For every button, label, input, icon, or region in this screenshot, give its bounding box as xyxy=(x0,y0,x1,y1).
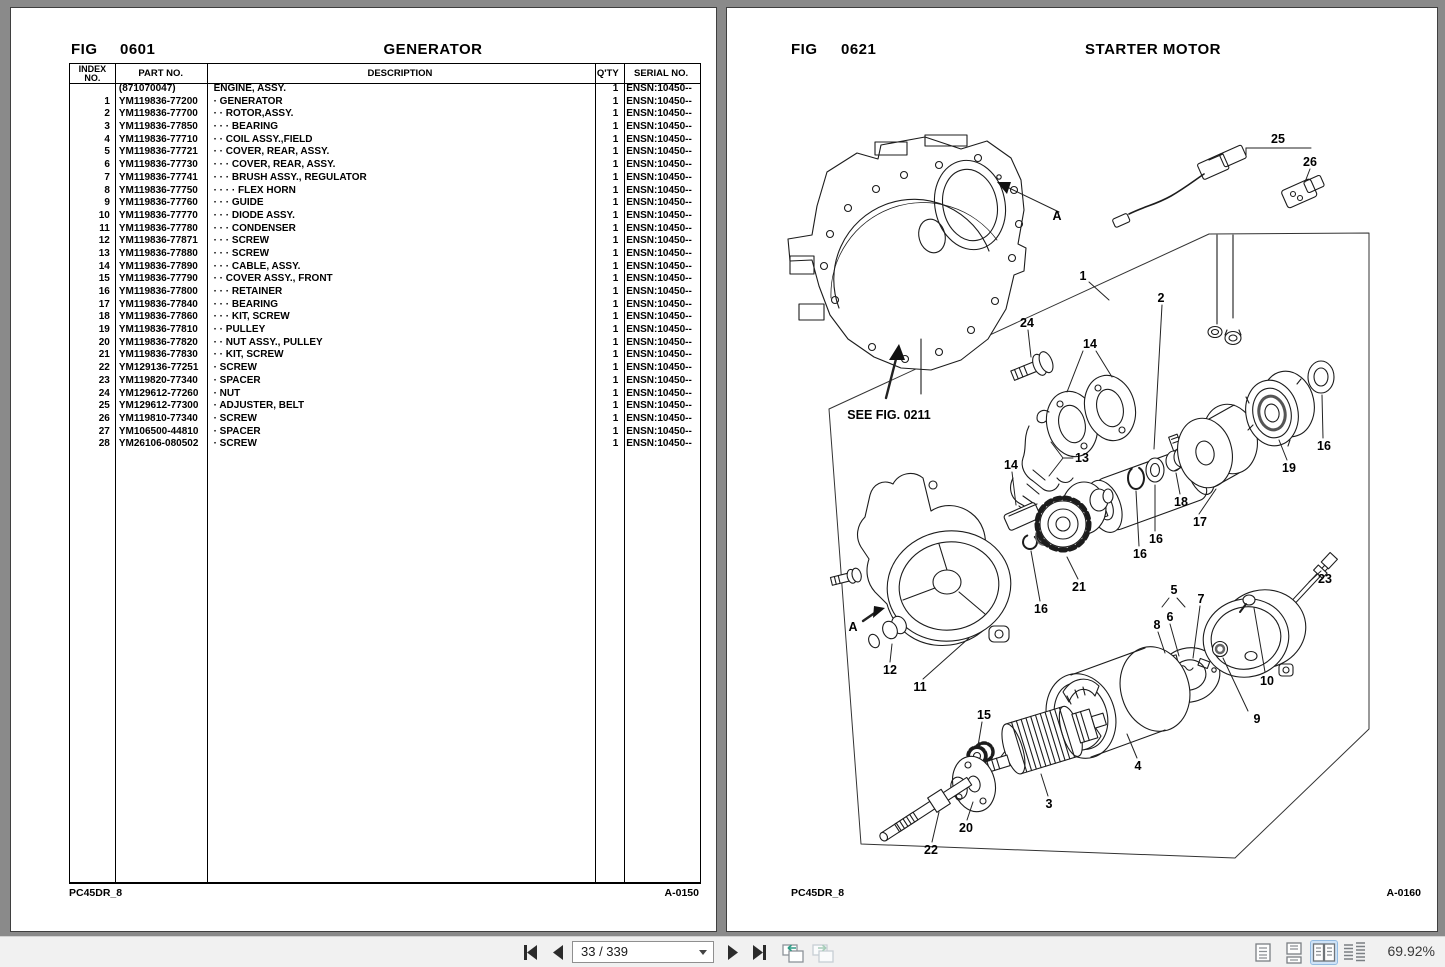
table-cell: 1 xyxy=(612,349,619,361)
table-cell: 15 xyxy=(98,273,110,285)
table-cell: · · NUT ASSY., PULLEY xyxy=(213,336,323,348)
page-title: STARTER MOTOR xyxy=(1085,41,1221,58)
table-cell: ENSN:10450-- xyxy=(626,374,692,386)
table-cell: YM119836-77770 xyxy=(118,209,198,221)
table-cell: ENSN:10450-- xyxy=(626,324,692,336)
table-cell: YM119836-77840 xyxy=(118,298,198,310)
diagram-callout-label: A xyxy=(848,620,858,634)
two-page-view-button[interactable] xyxy=(1311,941,1337,964)
table-cell: YM119836-77830 xyxy=(118,349,198,361)
table-cell: ENSN:10450-- xyxy=(626,83,692,94)
table-cell: YM119836-77780 xyxy=(118,222,198,234)
table-cell: · · · BRUSH ASSY., REGULATOR xyxy=(213,171,367,183)
table-cell: 1 xyxy=(612,336,619,348)
diagram-callout-label: 22 xyxy=(924,843,938,857)
exploded-diagram xyxy=(727,8,1439,933)
table-cell: YM106500-44810 xyxy=(118,425,199,437)
table-cell: ENSN:10450-- xyxy=(626,387,692,399)
table-cell: YM119820-77340 xyxy=(118,374,198,386)
table-cell: ENSN:10450-- xyxy=(626,247,692,259)
table-cell: YM26106-080502 xyxy=(118,438,199,450)
table-cell: 25 xyxy=(98,400,110,412)
table-body xyxy=(70,83,700,451)
table-row xyxy=(70,438,700,451)
table-cell: 1 xyxy=(612,387,619,399)
table-cell: 1 xyxy=(612,412,619,424)
table-cell: 1 xyxy=(612,197,619,209)
table-cell: · · · CONDENSER xyxy=(213,222,296,234)
table-row xyxy=(70,375,700,388)
table-cell: · · · GUIDE xyxy=(213,197,264,209)
diagram-callout-label: 24 xyxy=(1020,316,1034,330)
table-cell: 6 xyxy=(104,159,110,171)
next-page-button[interactable] xyxy=(722,942,744,963)
table-row xyxy=(70,223,700,236)
table-cell: · · COVER ASSY., FRONT xyxy=(213,273,333,285)
diagram-callout-label: 6 xyxy=(1166,610,1174,624)
table-row xyxy=(70,210,700,223)
table-cell: 7 xyxy=(104,171,110,183)
table-row xyxy=(70,413,700,426)
table-cell: · · · SCREW xyxy=(213,235,270,247)
table-cell: 28 xyxy=(98,438,110,450)
table-cell: 1 xyxy=(612,260,619,272)
table-row xyxy=(70,83,700,96)
table-cell: 1 xyxy=(104,95,110,107)
table-cell: 16 xyxy=(98,286,110,297)
diagram-callout-label: 7 xyxy=(1197,592,1205,606)
table-cell: 1 xyxy=(612,247,619,259)
previous-view-button[interactable] xyxy=(780,942,806,963)
table-cell: 12 xyxy=(98,235,110,247)
table-row xyxy=(70,197,700,210)
table-row xyxy=(70,248,700,261)
header-serial-no: SERIAL NO. xyxy=(634,68,689,79)
table-cell: YM119836-77810 xyxy=(118,324,198,336)
diagram-callout-label: 16 xyxy=(1149,532,1163,546)
diagram-callout-label: 5 xyxy=(1170,583,1178,597)
diagram-callout-label: 2 xyxy=(1157,291,1165,305)
footer-page-code: A-0160 xyxy=(1386,887,1421,899)
table-cell: ENSN:10450-- xyxy=(626,121,692,133)
table-cell: 1 xyxy=(612,235,619,247)
table-cell: 1 xyxy=(612,83,619,94)
table-cell: ENSN:10450-- xyxy=(626,260,692,272)
table-cell: ENSN:10450-- xyxy=(626,235,692,247)
header-qty: Q'TY xyxy=(596,68,619,79)
chevron-down-icon[interactable] xyxy=(699,950,707,955)
table-cell: · · · DIODE ASSY. xyxy=(213,209,295,221)
viewer-toolbar xyxy=(0,936,1445,967)
last-page-button[interactable] xyxy=(748,942,770,963)
table-cell: ENSN:10450-- xyxy=(626,412,692,424)
table-cell: 4 xyxy=(104,133,110,145)
table-cell: · SCREW xyxy=(213,438,257,450)
table-cell: ENSN:10450-- xyxy=(626,311,692,323)
table-cell: YM119836-77750 xyxy=(118,184,198,196)
diagram-callout-label: 1 xyxy=(1079,269,1087,283)
table-cell: ENSN:10450-- xyxy=(626,209,692,221)
table-row xyxy=(70,426,700,439)
table-cell: YM119836-77721 xyxy=(118,146,198,158)
flywheel-housing-art xyxy=(788,135,1026,394)
table-cell: ENSN:10450-- xyxy=(626,108,692,120)
table-cell: 9 xyxy=(104,197,110,209)
table-cell: YM119836-77790 xyxy=(118,273,198,285)
diagram-callout-label: 11 xyxy=(913,680,927,694)
table-cell: · ADJUSTER, BELT xyxy=(213,400,305,412)
diagram-callout-label: 13 xyxy=(1075,451,1089,465)
table-cell: 13 xyxy=(98,247,110,259)
table-cell: 2 xyxy=(104,108,110,120)
table-cell: · SCREW xyxy=(213,362,257,374)
table-cell: YM119836-77200 xyxy=(118,95,198,107)
table-cell: 1 xyxy=(612,146,619,158)
footer-model-code: PC45DR_8 xyxy=(791,887,845,899)
table-cell: 1 xyxy=(612,425,619,437)
diagram-callout-label: 15 xyxy=(977,708,991,722)
document-page-left xyxy=(10,7,717,932)
table-row xyxy=(70,349,700,362)
table-cell: · · · SCREW xyxy=(213,247,270,259)
table-cell: 1 xyxy=(612,298,619,310)
table-cell: ENSN:10450-- xyxy=(626,222,692,234)
table-cell: ENSN:10450-- xyxy=(626,298,692,310)
next-view-button[interactable] xyxy=(810,942,836,963)
table-row xyxy=(70,337,700,350)
diagram-callout-label: 19 xyxy=(1282,461,1296,475)
table-cell: YM119836-77820 xyxy=(118,336,198,348)
table-row xyxy=(70,108,700,121)
table-cell: · · · BEARING xyxy=(213,298,279,310)
table-cell: YM119836-77700 xyxy=(118,108,198,120)
table-cell: · · PULLEY xyxy=(213,324,266,336)
table-cell: · · COVER, REAR, ASSY. xyxy=(213,146,330,158)
table-cell: 10 xyxy=(98,209,110,221)
diagram-callout-label: 23 xyxy=(1318,572,1332,586)
header-part-no: PART NO. xyxy=(138,68,184,79)
table-cell: 1 xyxy=(612,286,619,297)
table-cell: · · · RETAINER xyxy=(213,286,283,297)
diagram-callout-label: 3 xyxy=(1045,797,1053,811)
table-cell: · NUT xyxy=(213,387,241,399)
header-description: DESCRIPTION xyxy=(367,68,433,79)
diagram-callout-label: 4 xyxy=(1134,759,1142,773)
table-cell: 26 xyxy=(98,412,110,424)
table-cell: YM119836-77741 xyxy=(118,171,198,183)
first-page-button[interactable] xyxy=(520,942,542,963)
table-cell: YM119810-77340 xyxy=(118,412,198,424)
diagram-callout-label: 12 xyxy=(883,663,897,677)
table-cell: ENSN:10450-- xyxy=(626,184,692,196)
table-cell: 1 xyxy=(612,108,619,120)
nut-washer-art xyxy=(1208,235,1241,345)
diagram-callout-label: 14 xyxy=(1004,458,1018,472)
table-cell: 1 xyxy=(612,324,619,336)
table-cell: YM119836-77800 xyxy=(118,286,198,297)
table-row xyxy=(70,121,700,134)
table-row xyxy=(70,134,700,147)
table-cell: ENSN:10450-- xyxy=(626,95,692,107)
table-cell: 17 xyxy=(98,298,110,310)
page-number-input[interactable] xyxy=(572,941,714,963)
table-cell: YM119836-77760 xyxy=(118,197,198,209)
diagram-callout-label: 21 xyxy=(1072,580,1086,594)
diagram-callout-label: 9 xyxy=(1253,712,1261,726)
table-row xyxy=(70,185,700,198)
bolt-24-art xyxy=(1009,350,1056,386)
table-cell: 1 xyxy=(612,273,619,285)
table-cell: 11 xyxy=(99,222,110,234)
table-row xyxy=(70,96,700,109)
table-cell: 24 xyxy=(98,387,110,399)
table-cell: · · · COVER, REAR, ASSY. xyxy=(213,159,336,171)
table-cell: · · · CABLE, ASSY. xyxy=(213,260,301,272)
pinion-clutch-art xyxy=(1037,482,1113,550)
table-cell: 14 xyxy=(98,260,110,272)
table-row xyxy=(70,311,700,324)
fig-number: 0601 xyxy=(120,41,156,58)
table-cell: ENSN:10450-- xyxy=(626,438,692,450)
table-cell: · GENERATOR xyxy=(213,95,283,107)
table-cell: ENSN:10450-- xyxy=(626,400,692,412)
table-cell: ENSN:10450-- xyxy=(626,286,692,297)
diagram-callout-label: 10 xyxy=(1260,674,1274,688)
single-page-view-button[interactable] xyxy=(1250,941,1276,964)
table-cell: ENSN:10450-- xyxy=(626,349,692,361)
wiring-connector-art xyxy=(1112,145,1325,228)
table-cell: 1 xyxy=(612,438,619,450)
table-row xyxy=(70,286,700,299)
table-cell: 1 xyxy=(612,311,619,323)
table-cell xyxy=(70,83,115,96)
parts-table xyxy=(69,63,701,884)
table-cell: 1 xyxy=(612,184,619,196)
table-cell: YM119836-77850 xyxy=(118,121,198,133)
table-cell: (871070047) xyxy=(118,83,176,94)
diagram-callout-label: SEE FIG. 0211 xyxy=(847,408,931,422)
table-cell: YM129612-77300 xyxy=(118,400,199,412)
table-cell: 1 xyxy=(612,159,619,171)
table-cell: 1 xyxy=(612,362,619,374)
diagram-callout-label: 18 xyxy=(1174,495,1188,509)
table-cell: YM119836-77871 xyxy=(118,235,198,247)
table-cell: · SPACER xyxy=(213,374,261,386)
diagram-callout-label: A xyxy=(1052,209,1062,223)
table-cell: YM119836-77880 xyxy=(118,247,198,259)
table-cell: ENSN:10450-- xyxy=(626,171,692,183)
table-row xyxy=(70,261,700,274)
table-header-row xyxy=(70,64,700,84)
table-cell: YM129612-77260 xyxy=(118,387,199,399)
diagram-callout-label: 16 xyxy=(1317,439,1331,453)
table-cell: ENSN:10450-- xyxy=(626,146,692,158)
table-cell: YM129136-77251 xyxy=(118,362,199,374)
table-cell: YM119836-77860 xyxy=(118,311,198,323)
table-cell: ENSN:10450-- xyxy=(626,362,692,374)
table-row xyxy=(70,159,700,172)
ring-16-art xyxy=(1308,361,1334,393)
table-cell: 1 xyxy=(612,374,619,386)
table-cell: ENSN:10450-- xyxy=(626,159,692,171)
two-page-continuous-view-button[interactable] xyxy=(1341,941,1367,964)
drive-housing-art xyxy=(830,473,1020,650)
table-cell: 27 xyxy=(98,425,110,437)
table-cell: 1 xyxy=(612,222,619,234)
table-cell: 1 xyxy=(612,209,619,221)
table-cell: · SCREW xyxy=(213,412,257,424)
table-cell: 5 xyxy=(104,146,110,158)
table-row xyxy=(70,172,700,185)
page-number-value: 33 / 339 xyxy=(581,944,628,959)
page-title: GENERATOR xyxy=(383,41,483,58)
table-cell: 1 xyxy=(612,171,619,183)
table-cell: 19 xyxy=(98,324,110,336)
table-cell: · · ROTOR,ASSY. xyxy=(213,108,294,120)
table-cell: ENGINE, ASSY. xyxy=(213,83,287,94)
table-cell: 18 xyxy=(98,311,110,323)
table-row xyxy=(70,362,700,375)
table-cell: · · · · FLEX HORN xyxy=(213,184,296,196)
table-row xyxy=(70,388,700,401)
zoom-level[interactable]: 69.92% xyxy=(1387,943,1435,959)
diagram-callout-label: 14 xyxy=(1083,337,1097,351)
footer-model-code: PC45DR_8 xyxy=(69,887,123,899)
table-cell: YM119836-77710 xyxy=(118,133,198,145)
diagram-callout-label: 16 xyxy=(1034,602,1048,616)
table-row xyxy=(70,324,700,337)
fig-number: 0621 xyxy=(841,41,877,58)
table-cell: · · COIL ASSY.,FIELD xyxy=(213,133,313,145)
table-cell: 1 xyxy=(612,95,619,107)
table-cell: · · KIT, SCREW xyxy=(213,349,284,361)
table-row xyxy=(70,146,700,159)
document-page-right xyxy=(726,7,1438,932)
diagram-callout-label: 8 xyxy=(1153,618,1161,632)
table-cell: 3 xyxy=(104,121,110,133)
table-cell: 21 xyxy=(98,349,110,361)
table-cell: 1 xyxy=(612,400,619,412)
table-cell: ENSN:10450-- xyxy=(626,425,692,437)
table-cell: 8 xyxy=(104,184,110,196)
table-cell: 1 xyxy=(612,133,619,145)
table-cell: 23 xyxy=(98,374,110,386)
fig-label: FIG xyxy=(71,41,98,58)
table-cell: ENSN:10450-- xyxy=(626,133,692,145)
table-cell: 22 xyxy=(98,362,110,374)
diagram-callout-label: 25 xyxy=(1271,132,1285,146)
header-index: INDEX NO. xyxy=(78,63,107,83)
diagram-callout-label: 17 xyxy=(1193,515,1207,529)
table-cell: · · · BEARING xyxy=(213,121,279,133)
table-cell: ENSN:10450-- xyxy=(626,336,692,348)
diagram-callout-label: 16 xyxy=(1133,547,1147,561)
table-row xyxy=(70,273,700,286)
table-row xyxy=(70,400,700,413)
table-cell: ENSN:10450-- xyxy=(626,197,692,209)
table-cell: 1 xyxy=(612,121,619,133)
table-cell: 20 xyxy=(98,336,110,348)
table-cell: · · · KIT, SCREW xyxy=(213,311,290,323)
fig-label: FIG xyxy=(791,41,818,58)
table-row xyxy=(70,299,700,312)
continuous-view-button[interactable] xyxy=(1281,941,1307,964)
diagram-callout-label: 26 xyxy=(1303,155,1317,169)
shaft-art xyxy=(876,774,974,846)
table-cell: ENSN:10450-- xyxy=(626,273,692,285)
previous-page-button[interactable] xyxy=(547,942,569,963)
table-cell: YM119836-77730 xyxy=(118,159,198,171)
table-row xyxy=(70,235,700,248)
table-cell: · SPACER xyxy=(213,425,261,437)
footer-page-code: A-0150 xyxy=(664,887,699,899)
diagram-callout-label: 20 xyxy=(959,821,973,835)
table-cell: YM119836-77890 xyxy=(118,260,198,272)
